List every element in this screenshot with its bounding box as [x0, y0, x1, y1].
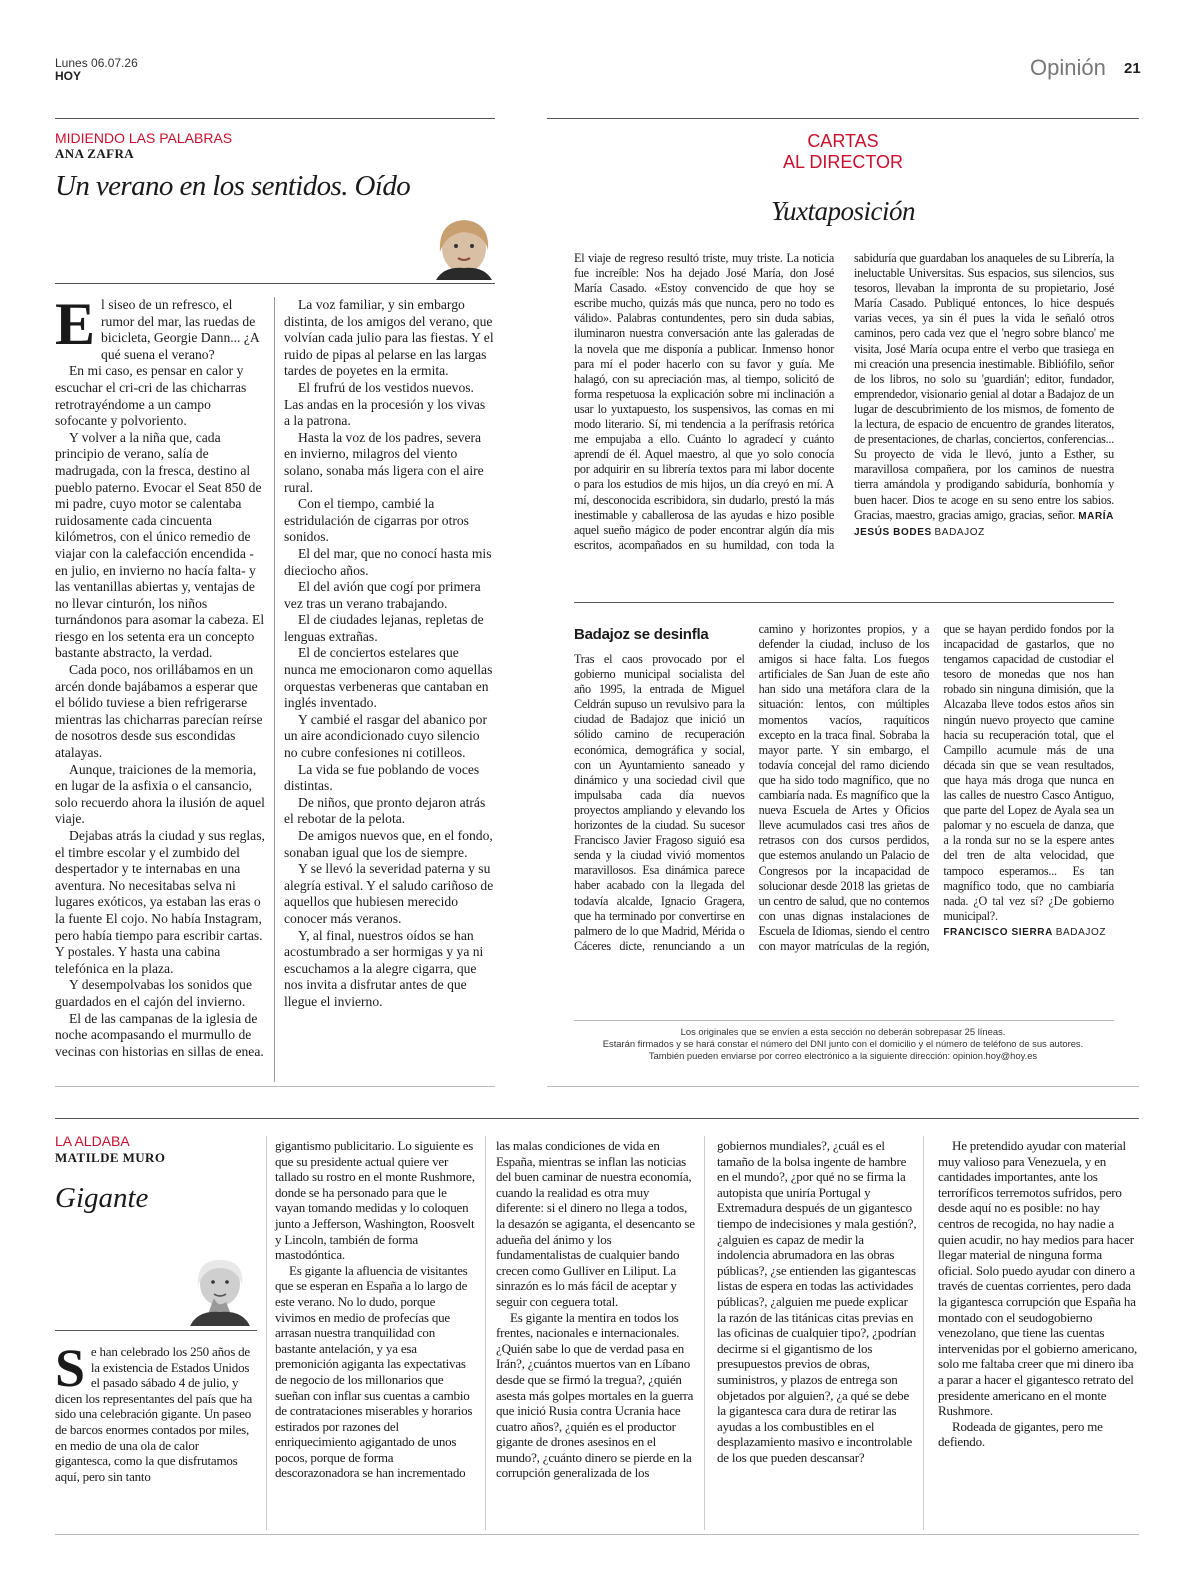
- bottom-paragraph: gigantismo publicitario. Lo siguiente es que su presidente actual quiere ver tallado su rostro en el monte Rushmore, donde se ha personado para que le vayan tomando medidas y lo coloquen junto a Jefferson, Washington, Roosvelt y Lincoln, también de forma mastodóntica.: [275, 1138, 475, 1263]
- bottom-paragraph: He pretendido ayudar con material muy valioso para Venezuela, y en cantidades importantes, ante los terroríficos terremotos sufridos, pero desde aquí no es posible: no hay centros de recogida, no hay nadie a quien acudir, no hay medios para hacer llegar material de ninguna forma oficial. Solo puedo ayudar con dinero a través de cuentas corrientes, pero dada la gigantesca corrupción que España ha montado con el seudogobierno venezolano, que tiene las cuentas intervenidas por el gobierno americano, solo me faltaba creer que mi dinero iba a parar a hacer el gigantesco retrato del presidente americano en el monte Rushmore.: [938, 1138, 1138, 1419]
- paragraph: El de conciertos estelares que nunca me emocionaron como aquellas orquestas verbeneras que cantaban en inglés inventado.: [284, 645, 493, 711]
- paragraph: Y desempolvabas los sonidos que guardados en el cajón del invierno.: [55, 977, 252, 1009]
- paragraph: El de ciudades lejanas, repletas de lenguas extrañas.: [284, 612, 484, 644]
- paragraph: La vida se fue poblando de voces distintas.: [284, 761, 480, 794]
- page-number: 21: [1124, 60, 1141, 77]
- author-photo-bottom: [184, 1254, 256, 1326]
- bottom-paragraph: Rodeada de gigantes, pero me defiendo.: [938, 1418, 1103, 1450]
- author-photo: [428, 212, 496, 280]
- paragraph: De amigos nuevos que, en el fondo, sonaban igual que los de siempre.: [284, 828, 493, 860]
- bottom-kicker: LA ALDABA: [55, 1133, 130, 1149]
- top-rule-bottom: [55, 1118, 1139, 1119]
- bottom-rule-left: [55, 1086, 495, 1087]
- paragraph: De niños, que pronto dejaron atrás el rebotar de la pelota.: [284, 794, 486, 827]
- photo-rule-bottom: [55, 1330, 257, 1331]
- section-name: Opinión: [1030, 55, 1106, 80]
- paragraph: Y cambié el rasgar del abanico por un aire acondicionado cuyo silencio no cubre confesiones ni cotilleos.: [284, 711, 487, 761]
- letter2-title: Badajoz se desinfla: [574, 626, 709, 643]
- letter2-signature: FRANCISCO SIERRA: [943, 926, 1053, 938]
- letters-section-title: [547, 131, 1139, 173]
- letters-notice: [547, 1026, 1139, 1062]
- bottom-paragraph: Es gigante la mentira en todos los frentes, nacionales e internacionales. ¿Quién sabe lo que de verdad pasa en Irán?, ¿cuántos muertos van en Líbano desde que se firmó la tregua?, ¿quién asesta más golpes mortales en la guerra que inició Rusia contra Ucrania hace cuatro años?, ¿quién es el productor gigante de drones asesinos en el mundo?, ¿cuánto dinero se pierde en la corrupción generalizada de los gobiernos mundiales?, ¿cuál es el tamaño de la bolsa ingente de hambre en el mundo?, ¿por qué no se firma la autopista que uniría Portugal y Extremadura después de un gigantesco tiempo de indecisiones y mala gestión?, ¿alguien es capaz de medir la indolencia abrumadora en las obras públicas?, ¿se entienden las gigantescas listas de espera en todas las actividades públicas?, ¿alguien me puede explicar la razón de las titánicas citas previas en las oficinas de cualquier tipo?, ¿podrían decirme si el gigantismo de los presupuestos previos de obras, suministros, y plazos de entrega son objetados por alguien?, ¿a qué se debe la gigantesca cara dura de retirar las ayudas a los combustibles en el desplazamiento masivo e incontrolable de los que pueden descansar?: [496, 1138, 917, 1481]
- header-date: Lunes 06.07.26: [55, 56, 138, 70]
- paragraph: El frufrú de los vestidos nuevos. Las andas en la procesión y los vivas a la patrona.: [284, 379, 486, 429]
- paragraph: Y volver a la niña que, cada principio de verano, salía de madrugada, con la fresca, destino al pueblo paterno. Evocar el Seat 850 de mi padre, cuyo motor se calentaba ruidosamente cada cincuenta kilómetros, con el único remedio de viajar con la calefacción encendida -en julio, en invierno no hacía falta- y las ventanillas abiertas y, ventajas de no llevar cinturón, los niños turnándonos para asomar la cabeza. El riesgo en los setenta era un concepto bastante abstracto, la verdad.: [55, 429, 265, 661]
- letter1-body: [574, 251, 1114, 591]
- paragraph: El del mar, que no conocí hasta mis dieciocho años.: [284, 545, 492, 578]
- paragraph: Con el tiempo, cambié la estridulación de cigarras por otros sonidos.: [284, 496, 469, 545]
- column-kicker: MIDIENDO LAS PALABRAS: [55, 130, 233, 146]
- letter2-body: [574, 622, 1114, 1010]
- letter1-text: El viaje de regreso resultó triste, muy triste. La noticia fue increíble: Nos ha dejado José María, don José María Casado. «Estoy convencido de que hoy se escribe mucho, quizás más que nunca, pero no todo es válido». Palabras contundentes, pero sin duda sabias, iluminaron nuestra conversación ante las galeradas de la novela que me disponía a publicar. Inmenso honor para mí el poder hacerlo con su favor y guía. Me halagó, con su apreciación mas, al tiempo, solicitó de forma respetuosa la explicación sobre mi inclinación a usar lo yuxtapuesto, los suspensivos, las comas en mi modo literario. Sí, mi tendencia a la perífrasis retórica me empujaba a ello. Cuánto lo agradecí y cuánto aprendí de él. Aquel maestro, al que yo solo conocía por adquirir en su librería textos para mi labor docente o para los estudios de mis hijos, un día creyó en mí. A mí, desconocida escribidora, sin dudarlo, prestó la más inestimable y caballerosa de las ayudas e hizo posible aquel sueño mágico de poder encontrar algún día mis escritos, acompañados en su humildad, con toda la sabiduría que guardaban los anaqueles de su Librería, la ineluctable Universitas. Sus espacios, sus silencios, sus tesoros, llevaban la impronta de su propietario, José María Casado. Publiqué entonces, lo hice después varias veces, ya sin él pues la vida le señaló otros caminos, pero cada vez que el 'negro sobre blanco' me visita, José María ocupa entre el verbo que trasiega en mi creación una presencia inestimable. Bibliófilo, señor de los libros, no solo su 'guardián'; editor, fundador, emprendedor, visionario genial al dotar a Badajoz de un lugar de descubrimiento de los mismos, de fomento de la lectura, de espacio de encuentro de grandes literatos, de presentaciones, de charlas, conciertos, conferencias... Su proyecto de vida le llevó, junto a Esther, su maravillosa compañera, por los caminos de nuestra tierra amándola y prodigando sabiduría, bonhomía y buen hacer. Dios te acoge en su seno entre los sabios. Gracias, maestro, gracias amigo, gracias, señor.: [574, 251, 1114, 552]
- letters-title-line1: CARTAS: [807, 131, 879, 151]
- bottom-rule-bottom: [55, 1534, 1139, 1535]
- bottom-author: MATILDE MURO: [55, 1150, 166, 1165]
- title-rule-left: [55, 283, 495, 284]
- letter1-title: Yuxtaposición: [770, 196, 916, 226]
- notice-rule: [574, 1020, 1114, 1021]
- paragraph: Dejabas atrás la ciudad y sus reglas, el timbre escolar y el zumbido del despertador y te internabas en una aventura. No necesitabas selva ni lugares exóticos, ya estaban las eras o la fuente El cojo. No había Instagram, pero había tiempo para escribir cartas. Y postales. Y hasta una cabina telefónica en la plaza.: [55, 828, 265, 976]
- letters-divider: [574, 602, 1114, 603]
- notice-line: Los originales que se envíen a esta sección no deberán sobrepasar 25 líneas.: [680, 1026, 1006, 1037]
- bottom-text-first: [55, 1344, 257, 1534]
- paragraph: El del avión que cogí por primera vez tras un verano trabajando.: [284, 579, 481, 611]
- notice-line: Estarán firmados y se hará constar el número del DNI junto con el domicilio y el número de teléfono de sus autores.: [602, 1038, 1084, 1049]
- column-author: ANA ZAFRA: [55, 146, 135, 161]
- bottom-divider: [266, 1136, 267, 1530]
- letter2-text: Tras el caos provocado por el gobierno municipal socialista del año 1995, la entrada de Miguel Celdrán supuso un revulsivo para la ciudad de Badajoz que inició un sólido camino de recuperación económica, demográfica y social, con un Ayuntamiento saneado y dinámico y una sociedad civil que impulsaba cada día nuevos proyectos ampliando y elevando los horizontes de la ciudad. Su sucesor Francisco Javier Fragoso siguió esa senda y la ciudad vivió momentos maravillosos. Esa dinámica parece haber acabado con la llegada del todavía alcalde, Ignacio Gragera, que ha terminado por convertirse en palmero de lo que Madrid, Mérida o Cáceres dicte, renunciando a un camino y horizontes propios, y a defender la ciudad, incluso de los amigos si hace falta. Los fuegos artificiales de San Juan de este año han sido una metáfora clara de la situación: lentos, con múltiples momentos vacíos, raquíticos excepto en la traca final. Sobraba la mayor parte. Y sin embargo, el todavía concejal del ramo diciendo que ha sido todo magnífico, que no cambiaría nada. Es magnífico que la nueva Escuela de Artes y Oficios lleve acumulados casi tres años de retrasos con dos cursos perdidos, que estemos anulando un Palacio de Congresos por la incapacidad de solucionar desde 2018 las grietas de un centro de salud, que no contemos con unas dignas instalaciones de Escuela de Idiomas, siendo el centro con mayor matrículas de la región, que se hayan perdido fondos por la incapacidad de gastarlos, que no tengamos capacidad de custodiar el tesoro de monedas que nos han robado sin ninguna dimisión, que la Alcazaba lleve todos estos años sin ningún nuevo proyecto que camine hacia su recuperación total, que el Campillo acumule más de una década sin que se vean resultados, que haya más droga que nunca en las calles de nuestro Casco Antiguo, que parte del Lopez de Ayala sea un palomar y no escuela de danza, que a la ronda sur no se la espere antes del tren de alta velocidad, que tampoco esperamos... Es tan magnífico todo, que no cambiaría nada. ¿O tal vez sí? ¿De gobierno municipal?.: [574, 622, 1114, 953]
- bottom-text-columns: [275, 1138, 1139, 1532]
- letters-title-line2: AL DIRECTOR: [782, 152, 904, 172]
- bottom-title: Gigante: [55, 1182, 149, 1214]
- bottom-rule-right: [547, 1086, 1139, 1087]
- notice-line: También pueden enviarse por correo electrónico a la siguiente dirección: opinion.hoy@hoy.es: [648, 1050, 1038, 1061]
- paragraph: Cada poco, nos orillábamos en un arcén donde bajábamos a esperar que el bólido tuviese a bien refrigerarse mientras las chicharras parecían reírse de nosotros desde sus escondidas atalayas.: [55, 662, 263, 761]
- dropcap-bottom: S: [55, 1344, 85, 1398]
- top-rule-right: [547, 118, 1139, 119]
- paragraph: Hasta la voz de los padres, severa en invierno, milagros del viento solano, sonaba más ligera con el aire rural.: [284, 429, 484, 495]
- paragraph: En mi caso, es pensar en calor y escuchar el cri-cri de las chicharras retrotrayéndome a un campo sofocante y polvoriento.: [55, 363, 247, 429]
- paragraph: l siseo de un refresco, el rumor del mar, las ruedas de bicicleta, Georgie Dann... ¿A qué suena el verano?: [101, 297, 259, 362]
- paragraph: El de las campanas de la iglesia de noche acompasando el murmullo de vecinas con historias en sillas de enea.: [55, 1010, 264, 1059]
- dropcap: E: [55, 291, 96, 357]
- paragraph: La voz familiar, y sin embargo distinta, de los amigos del verano, que volvían cada julio para las fiestas. Y el ruido de pipas al pelarse en las largas tardes de poyetes en la ermita.: [284, 297, 494, 379]
- column-text-left: [55, 291, 265, 1060]
- letter1-place: BADAJOZ: [934, 526, 985, 538]
- column-text-right: [284, 297, 494, 1011]
- bottom-paragraph-start: e han celebrado los 250 años de la existencia de Estados Unidos el pasado sábado 4 de julio, y dicen los representantes del país que ha sido una celebración gigante. Un paseo de barcos enormes contados por miles, en medio de una ola de calor gigantesca, como la que disfrutamos aquí, pero sin tanto: [55, 1344, 253, 1484]
- header-paper: HOY: [55, 69, 82, 83]
- column-divider: [274, 297, 275, 1082]
- letter1-signature: MARÍA JESÚS BODES: [854, 510, 1114, 538]
- column-title: Un verano en los sentidos. Oído: [55, 170, 411, 202]
- paragraph: Y, al final, nuestros oídos se han acostumbrado a ser hormigas y ya ni escuchamos a la alegre cigarra, que nos invita a disfrutar antes de que llegue el invierno.: [284, 927, 484, 1009]
- top-rule-left: [55, 118, 495, 119]
- paragraph: Y se llevó la severidad paterna y su alegría estival. Y el saludo cariñoso de aquellos que hubiesen merecido conocer más veranos.: [284, 861, 494, 926]
- paragraph: Aunque, traiciones de la memoria, en lugar de la asfixia o el cansancio, solo recuerdo ahora la ilusión de aquel viaje.: [55, 761, 265, 827]
- letter2-place: BADAJOZ: [1055, 926, 1107, 938]
- bottom-paragraph: Es gigante la afluencia de visitantes que se esperan en España a lo largo de este verano. No lo dudo, porque vivimos en medio de profecías que arrasan nuestra tranquilidad con bastante antelación, y ya esa premonición agiganta las expectativas de negocio de los millonarios que sueñan con inflar sus cuentas a cambio de contrataciones miserables y horarios estirados por razones del enriquecimiento agigantado de unos pocos, porque de forma descorazonadora se han incrementado las malas condiciones de vida en España, mientras se inflan las noticias del buen caminar de nuestra economía, cuando la realidad es otra muy diferente: si el dinero no llega a todos, la desazón se agiganta, el desencanto se adueña del ánimo y los fundamentalistas de cualquier bando crecen como Gulliver en Liliput. La sinrazón es lo más fácil de aceptar y seguir con ceguera total.: [275, 1138, 695, 1481]
